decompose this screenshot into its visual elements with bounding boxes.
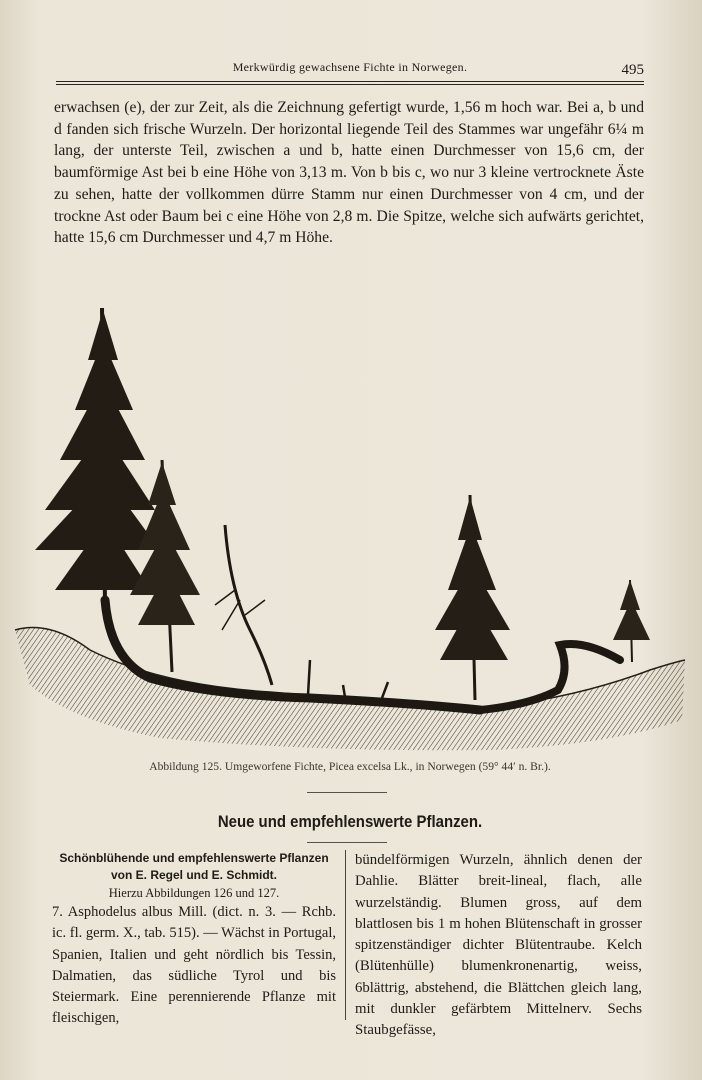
intro-text: erwachsen (e), der zur Zeit, als die Zeichnung gefertigt wurde, 1,56 m hoch war. Bei a, b und d fanden sich frische Wurzeln. Der horizontal liegende Teil des Stammes war ungefähr 6¼ m lang, der unterste Teil, zwischen a und b, hatte einen Durchmesser von 15,6 cm, der baumförmige Ast bei b eine Höhe von 3,13 m. Von b bis c, wo nur 3 kleine vertrocknete Äste zu sehen, hatte der vollkommen dürre Stamm nur einen Durchmesser von 4 cm, und der trockne Ast oder Baum bei c eine Höhe von 2,8 m. Die Spitze, welche sich aufwärts gerichtet, hatte 15,6 cm Durchmesser und 4,7 m Höhe.	[54, 99, 644, 247]
article-title: Schönblühende und empfehlenswerte Pflanzen	[59, 851, 329, 865]
page-number: 495	[621, 62, 644, 78]
section-rule-top	[307, 792, 387, 793]
article-figure-note: Hierzu Abbildungen 126 und 127.	[108, 886, 280, 900]
article-authors: von E. Regel und E. Schmidt.	[110, 868, 278, 882]
left-column-text: 7. Asphodelus albus Mill. (dict. n. 3. — Rchb. ic. fl. germ. X., tab. 515). — Wächst in Portugal, Spanien, Italien und geht nördlich bis Tessin, Dalmatien, das südliche Tyrol und bis Steiermark. Eine perennierende Pflanze mit fleischigen,	[52, 904, 336, 1027]
header-rule-double	[56, 84, 644, 85]
section-title: Neue und empfehlenswerte Pflanzen.	[217, 812, 483, 831]
right-column-text: bündelförmigen Wurzeln, ähnlich denen der Dahlie. Blätter breit-lineal, flach, alle wurzelständig. Blumen gross, auf dem blattlosen bis 1 m hohen Blütenschaft in grosser spitzenständiger dichter Blütentraube. Kelch (Blütenhülle) blumenkronenartig, weiss, 6blättrig, abstehend, die Blättchen gleich lang, mit dunkler gefärbtem Mittelnerv. Sechs Staubgefässe,	[355, 852, 642, 1039]
header-rule	[56, 81, 644, 82]
intro-paragraph	[54, 97, 644, 249]
section-rule-bottom	[307, 842, 387, 843]
left-column	[52, 850, 336, 1030]
spruce-illustration	[10, 300, 690, 755]
right-column	[355, 850, 642, 1042]
figure-caption: Abbildung 125. Umgeworfene Fichte, Picea excelsa Lk., in Norwegen (59° 44′ n. Br.).	[149, 760, 551, 773]
running-title: Merkwürdig gewachsene Fichte in Norwegen.	[232, 60, 468, 74]
column-divider	[345, 850, 346, 1020]
